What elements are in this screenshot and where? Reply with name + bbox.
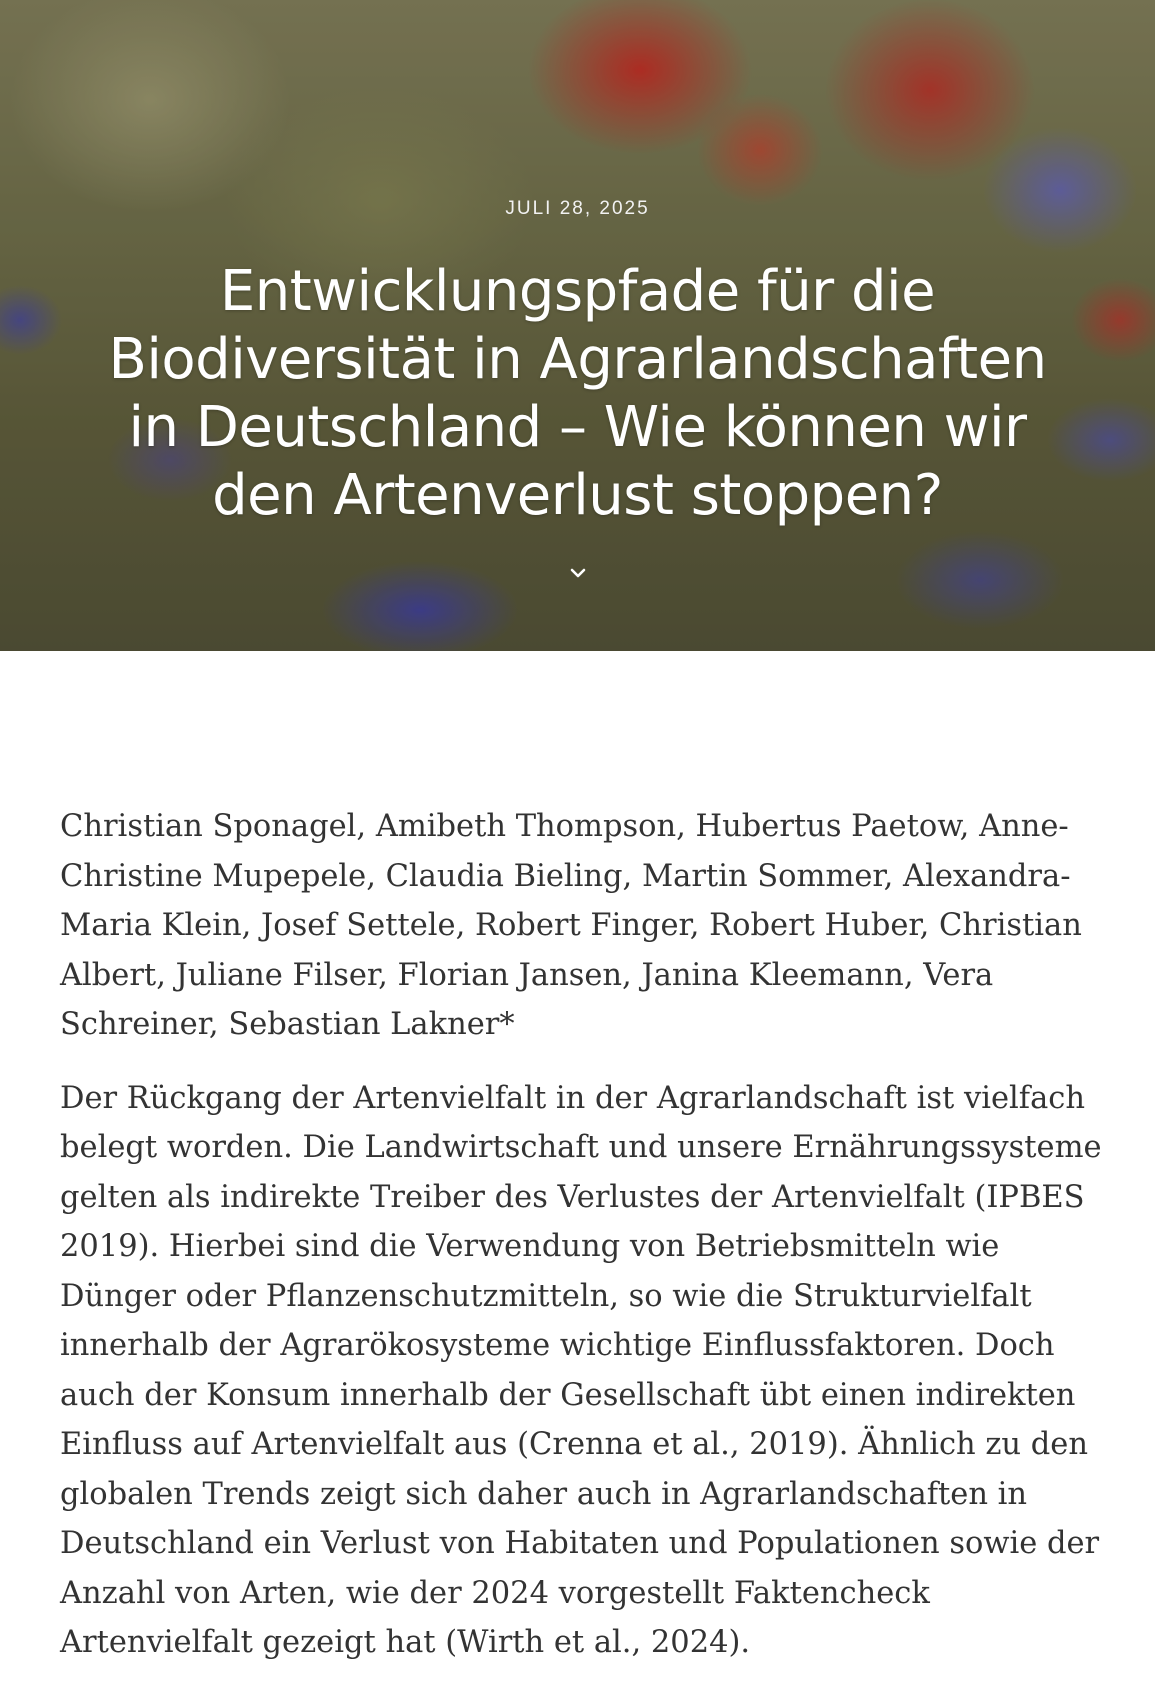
chevron-down-icon[interactable] <box>567 562 589 584</box>
article-paragraph: Der Rückgang der Artenvielfalt in der Agrarlandschaft ist vielfach belegt worden. Die Landwirtschaft und unsere Ernährungssysteme gelten als indirekte Treiber des Verlustes der Artenvielfalt (IPBES 2019). Hierbei sind die Verwendung von Betriebsmitteln wie Dünger oder Pflanzenschutzmitteln, so wie die Strukturvielfalt innerhalb der Agrarökosysteme wichtige Einflussfaktoren. Doch auch der Konsum innerhalb der Gesellschaft übt einen indirekten Einfluss auf Artenvielfalt aus (Crenna et al., 2019). Ähnlich zu den globalen Trends zeigt sich daher auch in Agrarlandschaften in Deutschland ein Verlust von Habitaten und Populationen sowie der Anzahl von Arten, wie der 2024 vorgestellt Faktencheck Artenvielfalt gezeigt hat (Wirth et al., 2024). <box>60 1080 1102 1660</box>
article-body <box>60 802 1110 1692</box>
hero-header <box>0 0 1155 651</box>
article-authors: Christian Sponagel, Amibeth Thompson, Hubertus Paetow, Anne-Christine Mupepele, Claudia Bieling, Martin Sommer, Alexandra-Maria Klein, Josef Settele, Robert Finger, Robert Huber, Christian Albert, Juliane Filser, Florian Jansen, Janina Kleemann, Vera Schreiner, Sebastian Lakner* <box>60 809 1082 1042</box>
page-title: Entwicklungspfade für die Biodiversität in Agrarlandschaften in Deutschland – Wie können wir den Artenverlust stoppen? <box>108 259 1047 528</box>
post-date: JULI 28, 2025 <box>505 198 650 219</box>
